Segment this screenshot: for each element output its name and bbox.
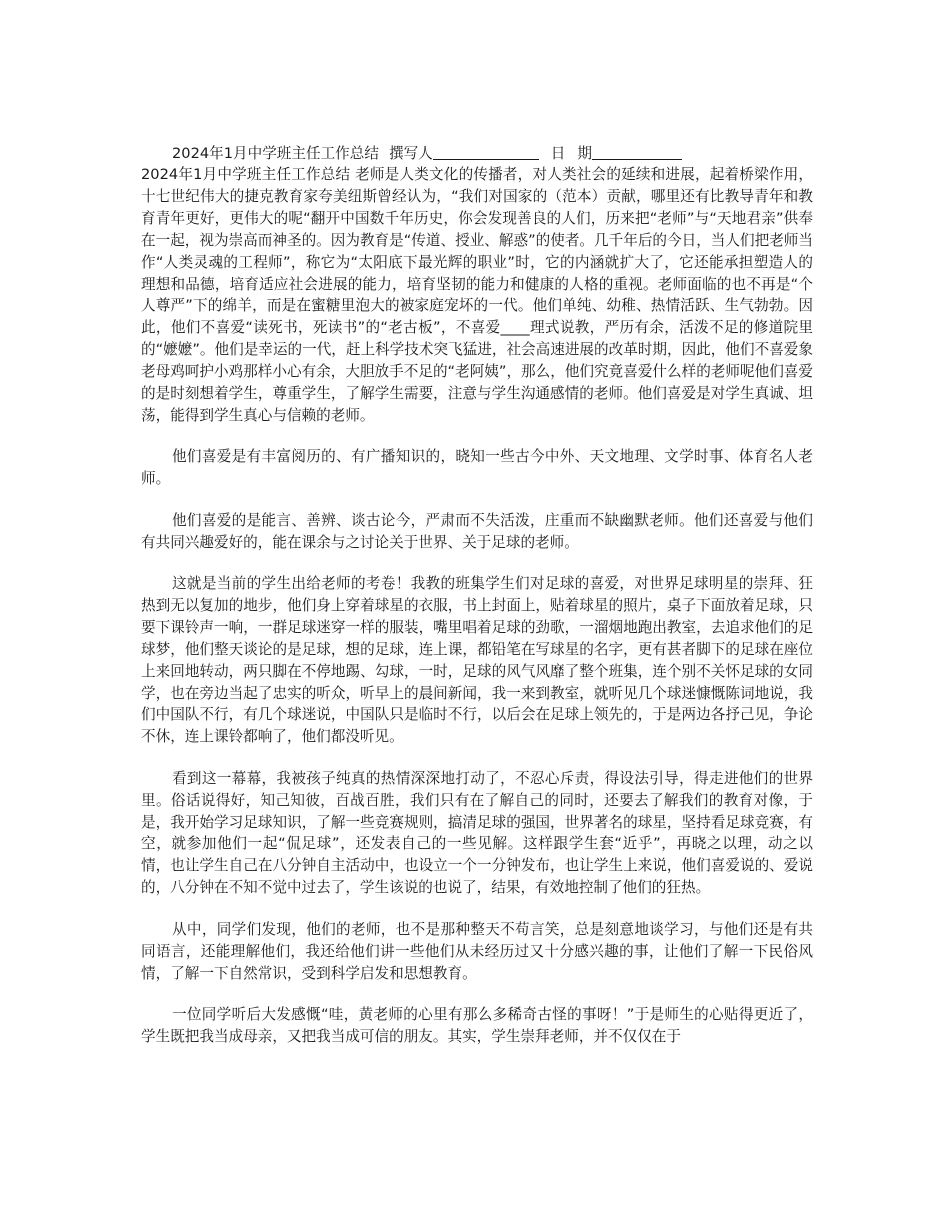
date-label-first-char: 日 [550,145,566,162]
body-paragraph-6: 从中，同学们发现，他们的老师，也不是那种整天不苟言笑，总是刻意地谈学习，与他们还是有共同语言，还能理解他们，我还给他们讲一些他们从未经历过又十分感兴趣的事，让他们了解一下民俗风情，了解一下自然常识，受到科学启发和思想教育。 [141,920,813,982]
body-paragraph-3: 他们喜爱的是能言、善辨、谈古论今，严肃而不失活泼，庄重而不缺幽默老师。他们还喜爱与他们有共同兴趣爱好的，能在课余与之讨论关于世界、关于足球的老师。 [141,511,813,551]
body-paragraph-5: 看到这一幕幕，我被孩子纯真的热情深深地打动了，不忍心斥责，得设法引导，得走进他们的世界里。俗话说得好，知己知彼，百战百胜，我们只有在了解自己的同时，还要去了解我们的教育对像，于是，我开始学习足球知识，了解一些竞赛规则，搞清足球的强国，世界著名的球星，坚持看足球竞赛，有空，就参加他们一起“侃足球”，还发表自己的一些见解。这样跟学生套“近乎”，再晓之以理，动之以情，也让学生自己在八分钟自主活动中，也设立一个一分钟发布，也让学生上来说，他们喜爱说的、爱说的，八分钟在不知不觉中过去了，学生该说的也说了，结果，有效地控制了他们的狂热。 [141,769,813,897]
document-title: 2024年1月中学班主任工作总结 [172,145,379,162]
date-label-second-char: 期 [577,145,592,162]
document-page [141,143,813,1067]
body-paragraph-4: 这就是当前的学生出给老师的考卷！我教的班集学生们对足球的喜爱，对世界足球明星的崇拜、狂热到无以复加的地步，他们身上穿着球星的衣服，书上封面上，贴着球星的照片，桌子下面放着足球，只要下课铃声一响，一群足球迷穿一样的服装，嘴里唱着足球的劲歌，一溜烟地跑出教室，去追求他们的足球梦，他们整天谈论的是足球，想的足球，连上课，都铅笔在写球星的名字，更有甚者脚下的足球在座位上来回地转动，两只脚在不停地踢、勾球，一时，足球的风气风靡了整个班集，连个别不关怀足球的女同学，也在旁边当起了忠实的听众，听早上的晨间新闻，我一来到教室，就听见几个球迷慷慨陈词地说，我们中国队不行，有几个球迷说，中国队只是临时不行，以后会在足球上领先的，于是两边各抒己见，争论不休，连上课铃都响了，他们都没听见。 [141,575,813,746]
body-paragraph-1: 2024年1月中学班主任工作总结 老师是人类文化的传播者，对人类社会的延续和进展，起着桥梁作用，十七世纪伟大的捷克教育家夸美纽斯曾经认为，“我们对国家的（范本）贡献，哪里还有比教导青年和教育青年更好，更伟大的呢“翻开中国数千年历史，你会发现善良的人们，历来把“老师”与“天地君亲”供奉在一起，视为崇高而神圣的。因为教育是“传道、授业、解惑”的使者。几千年后的今日，当人们把老师当作“人类灵魂的工程师”，称它为“太阳底下最光辉的职业”时，它的内涵就扩大了，它还能承担塑造人的理想和品德，培育适应社会进展的能力，培育坚韧的能力和健康的人格的重视。老师面临的也不再是“个人尊严”下的绵羊，而是在蜜糖里泡大的被家庭宠坏的一代。他们单纯、幼稚、热情活跃、生气勃勃。因此，他们不喜爱“读死书，死读书”的“老古板”，不喜爱____理式说教，严历有余，活泼不足的修道院里的“嬷嬷”。他们是幸运的一代，赶上科学技术突飞猛进，社会高速进展的改革时期，因此，他们不喜爱象老母鸡呵护小鸡那样小心有余，大胆放手不足的“老阿姨”，那么，他们究竟喜爱什么样的老师呢他们喜爱的是时刻想着学生，尊重学生，了解学生需要，注意与学生沟通感情的老师。他们喜爱是对学生真诚、坦荡，能得到学生真心与信赖的老师。 [141,166,813,424]
body-paragraph-7: 一位同学听后大发感慨“哇，黄老师的心里有那么多稀奇古怪的事呀！”于是师生的心贴得更近了，学生既把我当成母亲，又把我当成可信的朋友。其实，学生崇拜老师，并不仅仅在于 [141,1005,813,1045]
document-header [141,143,813,164]
body-paragraph-2: 他们喜爱是有丰富阅历的、有广播知识的，晓知一些古今中外、天文地理、文学时事、体育名人老师。 [141,448,813,488]
author-blank [433,144,539,160]
author-label: 撰写人 [388,145,433,162]
date-blank [592,144,682,160]
